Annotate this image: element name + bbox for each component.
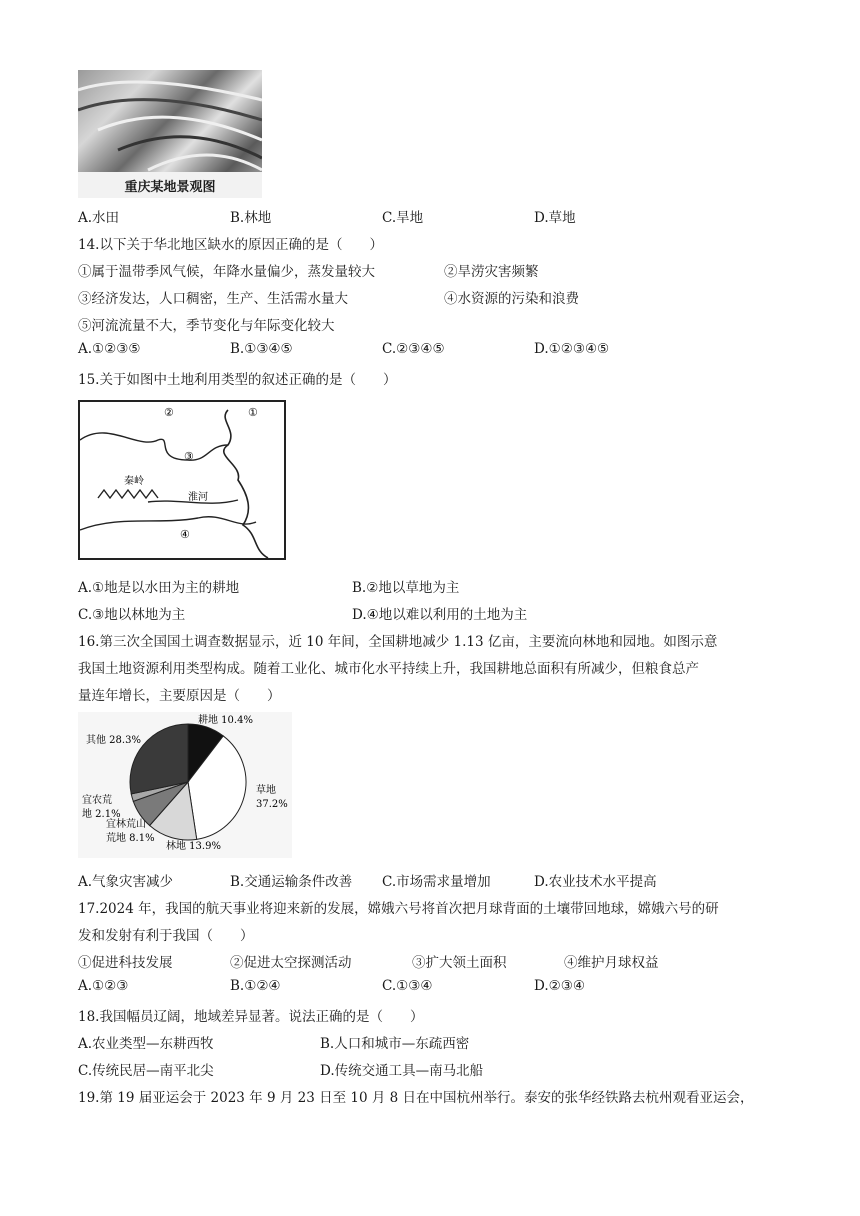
photo-caption: 重庆某地景观图	[78, 172, 262, 198]
pie-label-yilin-2: 荒地 8.1%	[106, 833, 155, 844]
q18-stem: 18.我国幅员辽阔，地域差异显著。说法正确的是（ ）	[78, 1009, 424, 1025]
q16-option-c: C.市场需求量增加	[382, 874, 491, 890]
q17-item-2: ②促进太空探测活动	[230, 955, 352, 971]
q14-option-a: A.①②③⑤	[78, 341, 141, 357]
pie-label-lindi: 林地 13.9%	[166, 841, 221, 852]
q14-option-c: C.②③④⑤	[382, 341, 445, 357]
q18-option-b: B.人口和城市—东疏西密	[320, 1036, 470, 1052]
q15-option-a: A.①地是以水田为主的耕地	[78, 580, 240, 596]
q13-option-d: D.草地	[534, 210, 576, 226]
land-use-pie-chart	[78, 712, 292, 858]
map-label-huaihe: 淮河	[188, 492, 208, 503]
q14-item-4: ④水资源的污染和浪费	[444, 291, 579, 307]
q14-item-1: ①属于温带季风气候，年降水量偏少，蒸发量较大	[78, 264, 375, 280]
q17-item-1: ①促进科技发展	[78, 955, 173, 971]
q17-option-a: A.①②③	[78, 978, 129, 994]
q14-stem: 14.以下关于华北地区缺水的原因正确的是（ ）	[78, 237, 383, 253]
china-map	[78, 400, 286, 560]
q13-option-c: C.旱地	[382, 210, 424, 226]
pie-label-yinong-2: 地 2.1%	[82, 809, 121, 820]
q17-stem-line-2: 发和发射有利于我国（ ）	[78, 928, 254, 944]
q17-item-4: ④维护月球权益	[564, 955, 659, 971]
map-label-3: ③	[184, 450, 194, 463]
q13-option-a: A.水田	[78, 210, 120, 226]
q14-item-5: ⑤河流流量不大，季节变化与年际变化较大	[78, 318, 335, 334]
q18-option-c: C.传统民居—南平北尖	[78, 1063, 214, 1079]
pie-label-gengdi: 耕地 10.4%	[198, 715, 253, 726]
map-svg	[78, 400, 286, 560]
q16-stem-line-1: 16.第三次全国国土调查数据显示，近 10 年间，全国耕地减少 1.13 亿亩，主要流向林地和园地。如图示意	[78, 634, 718, 650]
pie-label-caodi-1: 草地	[256, 785, 276, 796]
pie-svg	[78, 712, 292, 858]
pie-label-caodi-2: 37.2%	[256, 799, 288, 810]
map-label-2: ②	[164, 406, 174, 419]
q18-option-a: A.农业类型—东耕西牧	[78, 1036, 214, 1052]
pie-label-yilin-1: 宜林荒山	[106, 819, 146, 830]
q13-option-b: B.林地	[230, 210, 272, 226]
q17-item-3: ③扩大领土面积	[412, 955, 507, 971]
q17-stem-line-1: 17.2024 年，我国的航天事业将迎来新的发展，嫦娥六号将首次把月球背面的土壤带回地球，嫦娥六号的研	[78, 901, 719, 917]
q16-option-a: A.气象灾害减少	[78, 874, 174, 890]
q14-item-2: ②旱涝灾害频繁	[444, 264, 539, 280]
landscape-photo	[78, 70, 262, 198]
q18-option-d: D.传统交通工具—南马北船	[320, 1063, 484, 1079]
q16-stem-line-3: 量连年增长，主要原因是（ ）	[78, 688, 281, 704]
q16-option-b: B.交通运输条件改善	[230, 874, 353, 890]
q15-option-c: C.③地以林地为主	[78, 607, 186, 623]
q14-item-3: ③经济发达，人口稠密，生产、生活需水量大	[78, 291, 348, 307]
q15-option-d: D.④地以难以利用的土地为主	[352, 607, 528, 623]
terrace-lines	[78, 70, 262, 172]
q16-option-d: D.农业技术水平提高	[534, 874, 657, 890]
map-label-1: ①	[248, 406, 258, 419]
q14-option-b: B.①③④⑤	[230, 341, 293, 357]
q19-stem: 19.第 19 届亚运会于 2023 年 9 月 23 日至 10 月 8 日在中国杭州举行。泰安的张华经铁路去杭州观看亚运会，	[78, 1090, 754, 1106]
pie-label-qita: 其他 28.3%	[86, 735, 141, 746]
pie-label-yinong-1: 宜农荒	[82, 795, 112, 806]
q16-stem-line-2: 我国土地资源利用类型构成。随着工业化、城市化水平持续上升，我国耕地总面积有所减少，但粮食总产	[78, 661, 699, 677]
map-label-qinling: 秦岭	[124, 476, 144, 487]
q17-option-b: B.①②④	[230, 978, 281, 994]
q15-stem: 15.关于如图中土地利用类型的叙述正确的是（ ）	[78, 372, 397, 388]
q17-option-c: C.①③④	[382, 978, 433, 994]
map-label-4: ④	[180, 528, 190, 541]
q15-option-b: B.②地以草地为主	[352, 580, 460, 596]
q17-option-d: D.②③④	[534, 978, 585, 994]
q14-option-d: D.①②③④⑤	[534, 341, 610, 357]
